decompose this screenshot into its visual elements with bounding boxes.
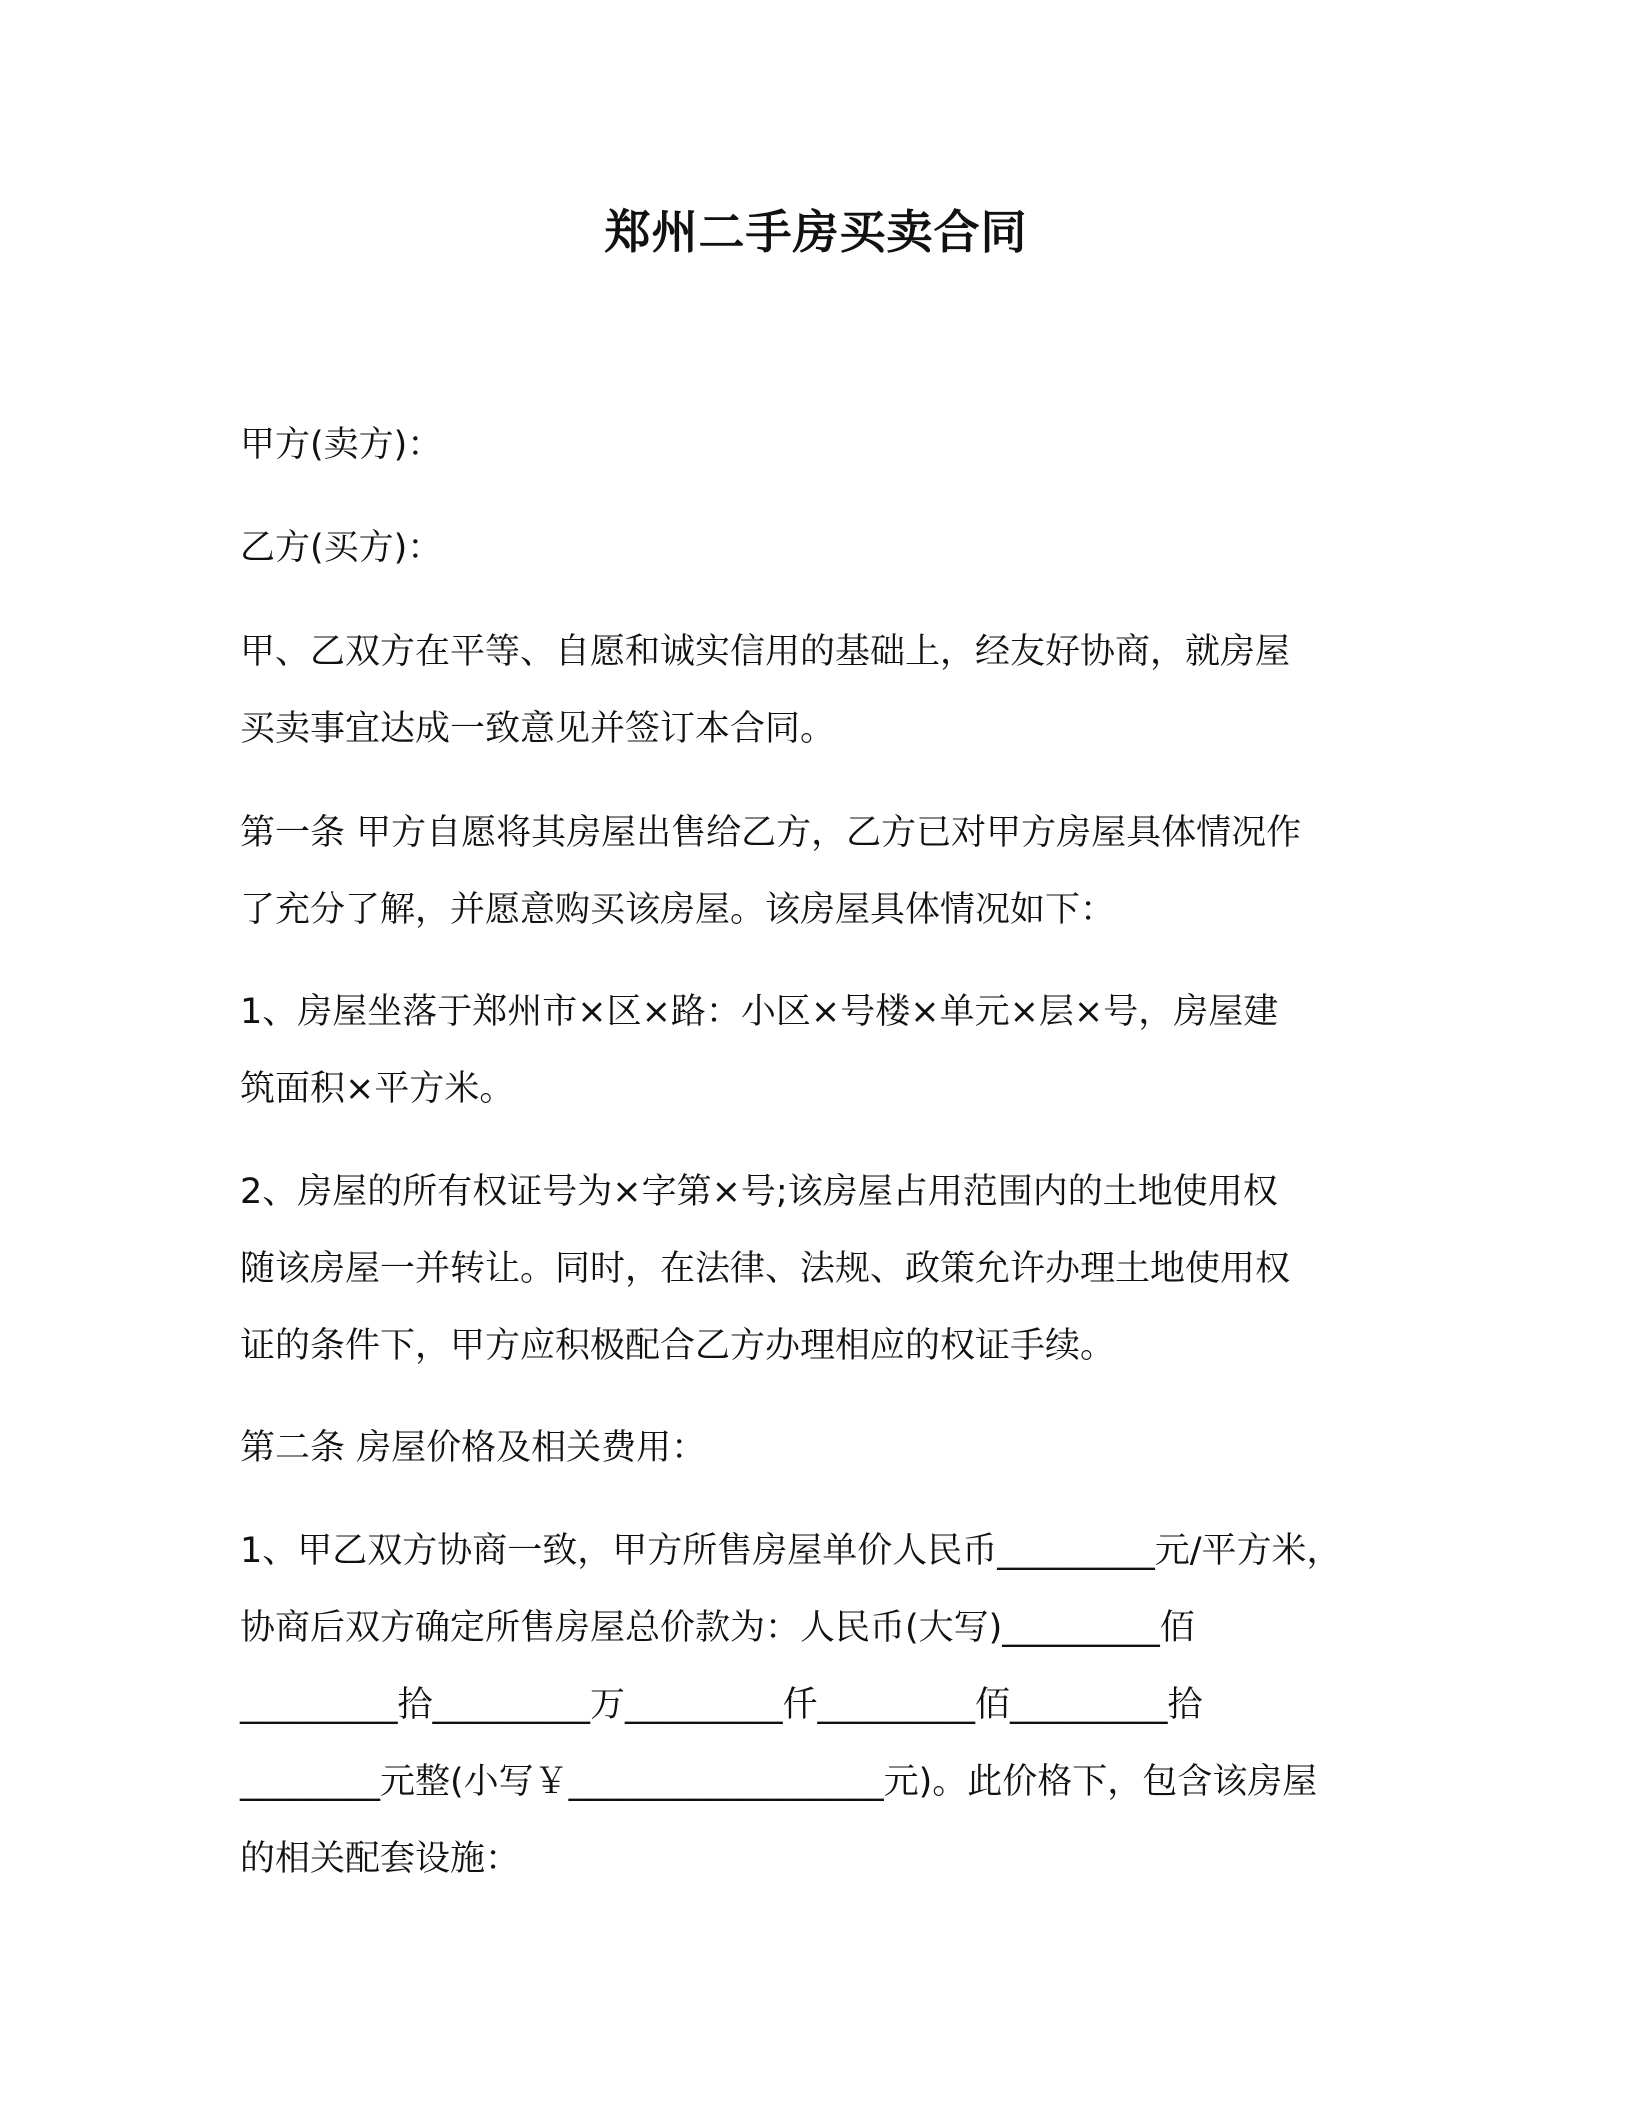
article-2-item-1 <box>240 1513 1400 1898</box>
preamble-paragraph <box>240 614 1400 768</box>
text-line: 第二条 房屋价格及相关费用： <box>240 1428 707 1468</box>
text-line: 随该房屋一并转让。同时，在法律、法规、政策允许办理土地使用权 <box>240 1249 1291 1289</box>
article-2-heading <box>240 1410 1400 1487</box>
text-line: 1、房屋坐落于郑州市×区×路：小区×号楼×单元×层×号，房屋建 <box>240 992 1279 1032</box>
text-line: 1、甲乙双方协商一致，甲方所售房屋单价人民币_________元/平方米， <box>240 1531 1342 1571</box>
text-line: 乙方(买方)： <box>240 528 443 568</box>
text-line: 甲、乙双方在平等、自愿和诚实信用的基础上，经友好协商，就房屋 <box>240 632 1291 672</box>
document-title: 郑州二手房买卖合同 <box>604 205 1028 259</box>
text-line: 了充分了解，并愿意购买该房屋。该房屋具体情况如下： <box>240 890 1116 930</box>
party-b-label <box>240 510 1400 587</box>
article-1-item-1 <box>240 974 1400 1128</box>
text-line: 2、房屋的所有权证号为×字第×号;该房屋占用范围内的土地使用权 <box>240 1172 1278 1212</box>
article-1-item-2 <box>240 1154 1400 1385</box>
text-line: 第一条 甲方自愿将其房屋出售给乙方，乙方已对甲方房屋具体情况作 <box>240 813 1302 853</box>
text-line: 证的条件下，甲方应积极配合乙方办理相应的权证手续。 <box>240 1326 1116 1366</box>
text-line: 协商后双方确定所售房屋总价款为：人民币(大写)_________佰 <box>240 1608 1195 1648</box>
text-line: ________元整(小写￥__________________元)。此价格下，包含该房屋 <box>240 1762 1318 1802</box>
article-1-paragraph <box>240 795 1400 949</box>
text-line: 买卖事宜达成一致意见并签订本合同。 <box>240 709 836 749</box>
party-a-label <box>240 407 1400 484</box>
text-line: _________拾_________万_________仟_________佰_________拾 <box>240 1685 1203 1725</box>
text-line: 筑面积×平方米。 <box>240 1069 515 1109</box>
text-line: 甲方(卖方)： <box>240 425 443 465</box>
text-line: 的相关配套设施： <box>240 1839 521 1879</box>
